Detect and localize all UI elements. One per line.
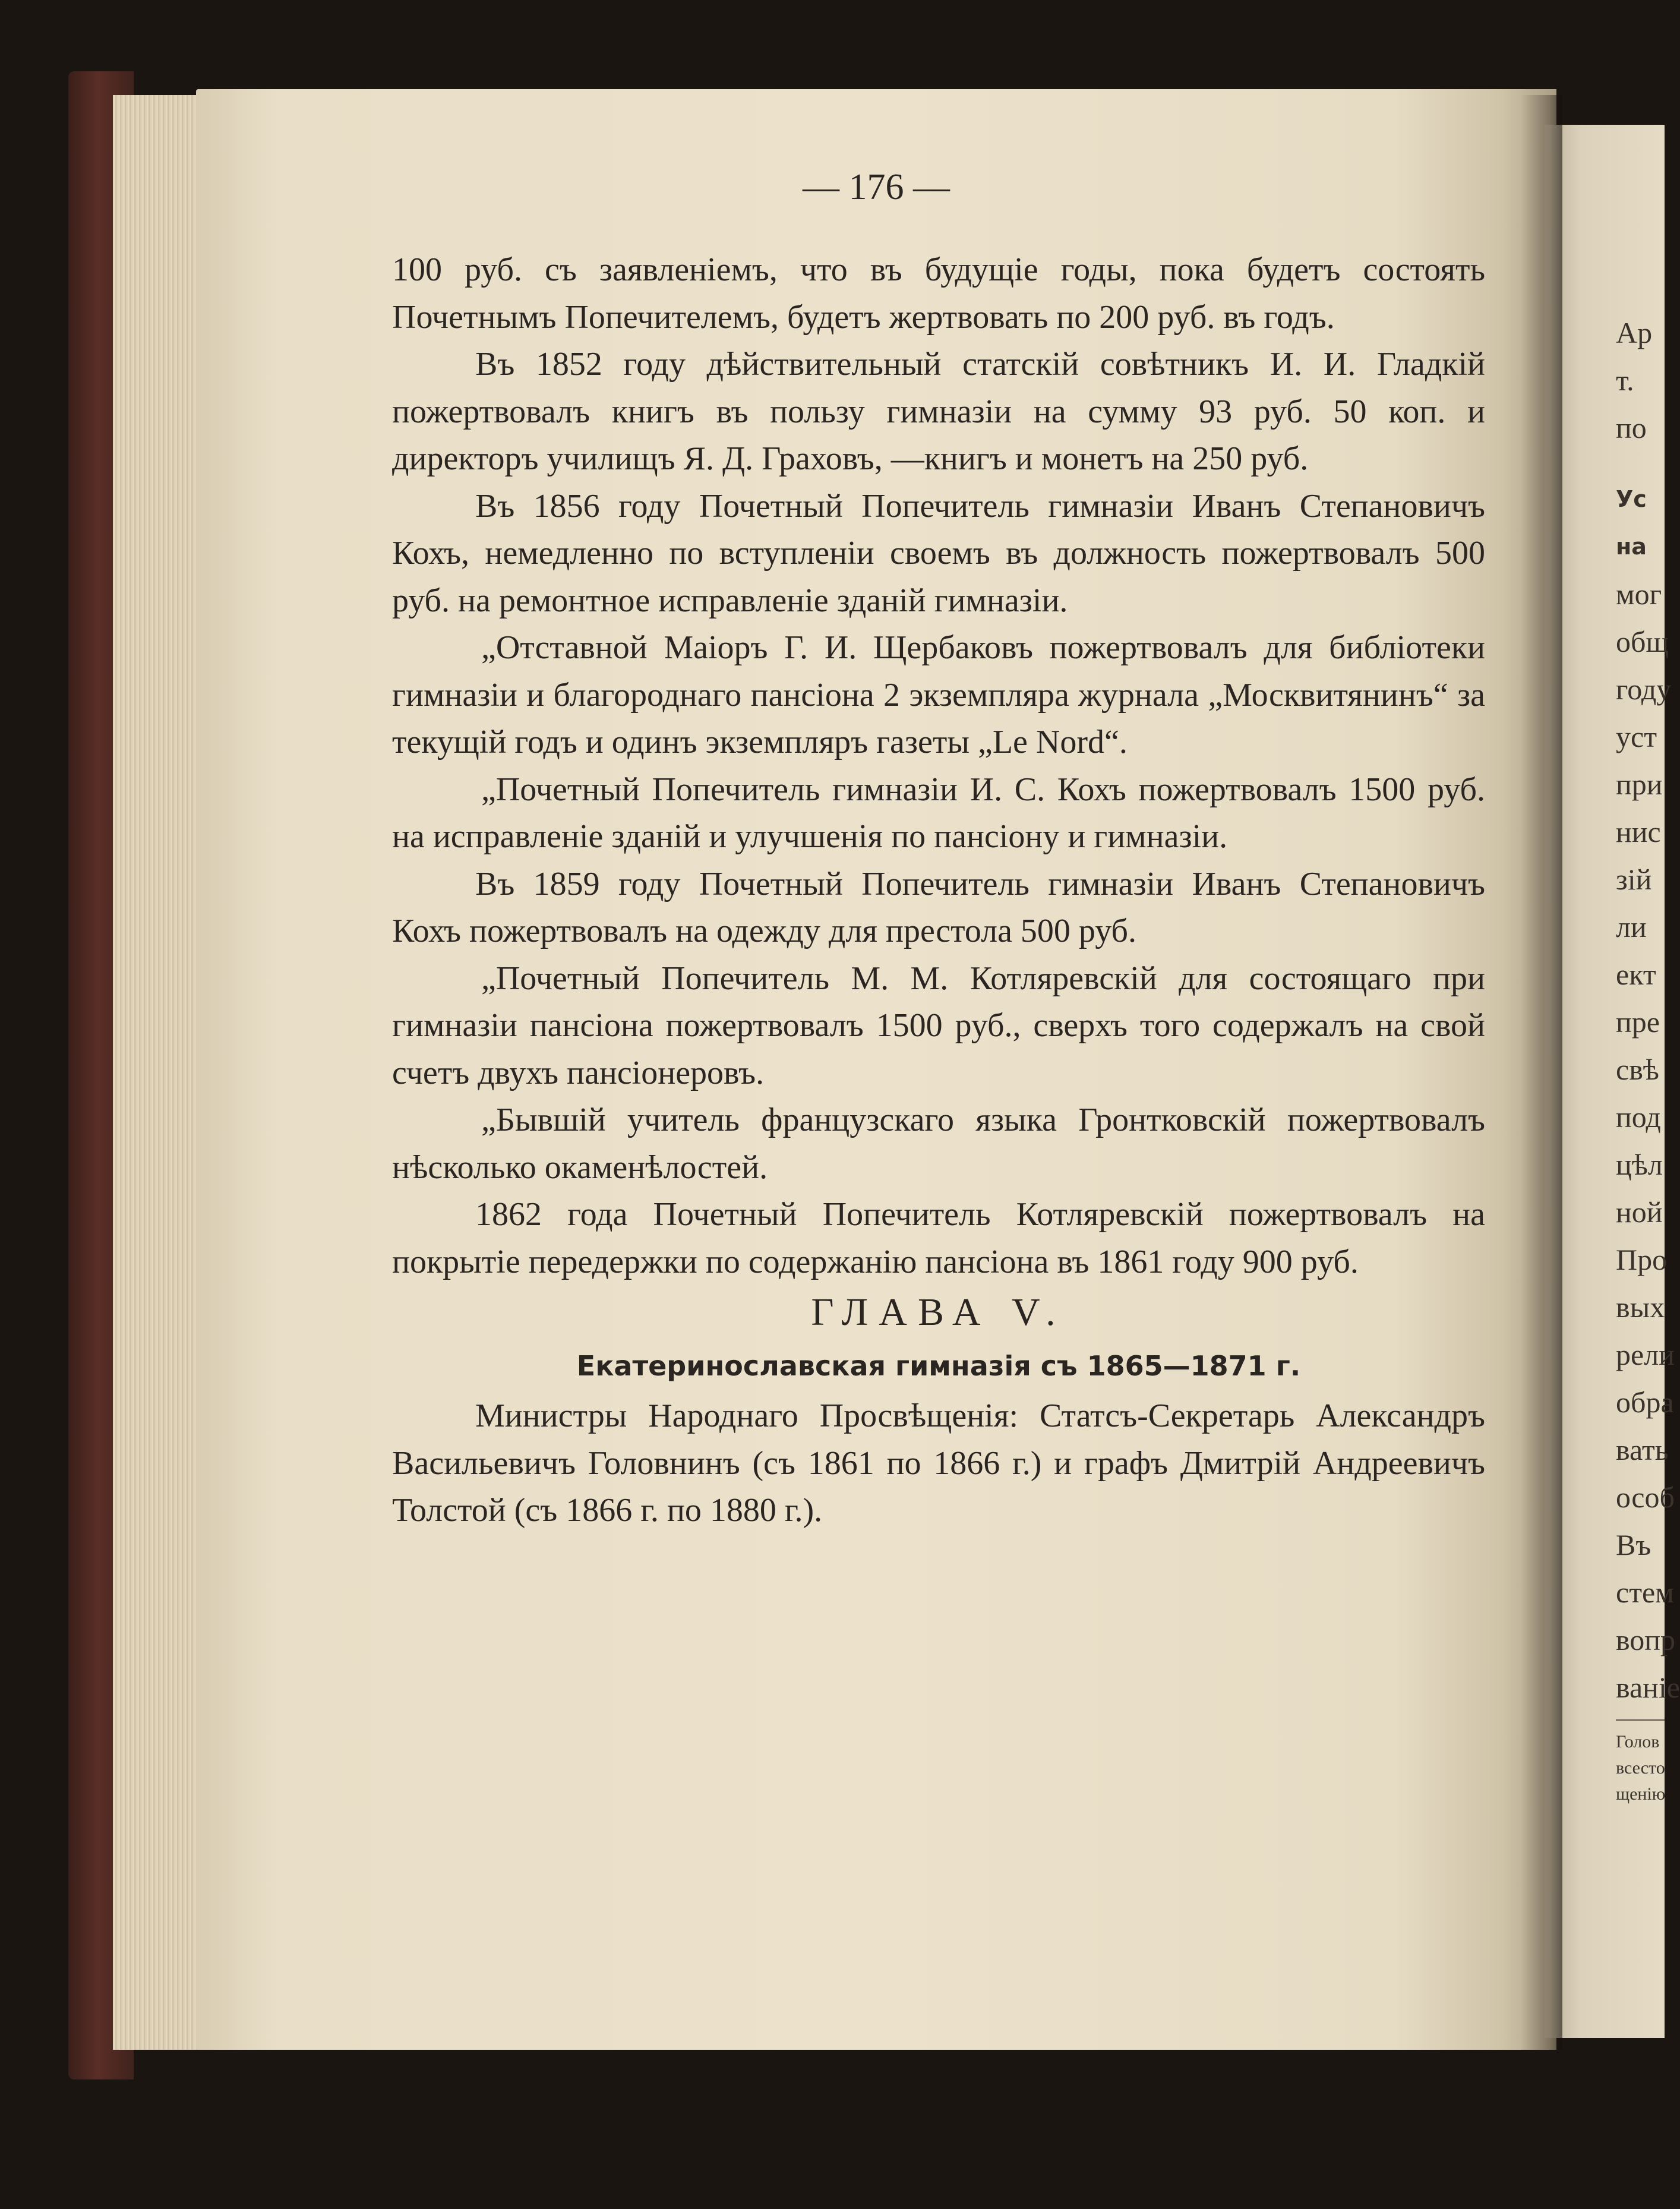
next-footnote-line: Голов xyxy=(1616,1732,1660,1752)
next-line: особ xyxy=(1616,1481,1675,1514)
paragraph: Въ 1856 году Почетный Попечитель гимназіи Иванъ Степановичъ Кохъ, немедленно по вступленіи своемъ въ должность пожертвовалъ 500 руб. на ремонтное исправленіе зданій гимназіи. xyxy=(392,487,1485,619)
next-line: году xyxy=(1616,673,1672,706)
paragraph: 100 руб. съ заявленіемъ, что въ будущіе годы, пока будетъ состоять Почетнымъ Попечителемъ, будетъ жертвовать по 200 руб. въ годъ. xyxy=(392,251,1485,336)
footnote-rule xyxy=(1616,1719,1665,1721)
next-line: ной xyxy=(1616,1195,1663,1229)
paragraph: 1862 года Почетный Попечитель Котляревскій пожертвовалъ на покрытіе передержки по содержанію пансіона въ 1861 году 900 руб. xyxy=(392,1196,1485,1280)
next-line: ли xyxy=(1616,910,1647,943)
next-line: вых xyxy=(1616,1290,1665,1324)
paragraph: Въ 1852 году дѣйствительный статскій совѣтникъ И. И. Гладкій пожертвовалъ книгъ въ пользу гимназіи на сумму 93 руб. 50 коп. и директоръ училищъ Я. Д. Граховъ, —книгъ и монетъ на 250 руб. xyxy=(392,346,1485,477)
next-footnote-line: щенію xyxy=(1616,1784,1666,1804)
next-line: нис xyxy=(1616,815,1661,848)
next-line: по xyxy=(1616,411,1647,444)
next-line: ект xyxy=(1616,958,1656,991)
gutter-shadow xyxy=(1521,95,1562,2050)
next-line: зій xyxy=(1616,863,1652,896)
next-line: Ар xyxy=(1616,316,1653,349)
next-line: обра xyxy=(1616,1386,1674,1419)
next-line: т. xyxy=(1616,364,1634,397)
next-page-text xyxy=(1616,309,1680,1807)
next-line: стем xyxy=(1616,1576,1674,1609)
paragraph: Въ 1859 году Почетный Попечитель гимназіи Иванъ Степановичъ Кохъ пожертвовалъ на одежду для престола 500 руб. xyxy=(392,865,1485,949)
next-line: Въ xyxy=(1616,1528,1651,1561)
paragraph: „Бывшій учитель французскаго языка Гронтковскій пожертвовалъ нѣсколько окаменѣлостей. xyxy=(392,1102,1485,1186)
chapter-heading: ГЛАВА V. xyxy=(811,1290,1066,1334)
page-text xyxy=(392,247,1485,1535)
next-line: вать xyxy=(1616,1433,1669,1466)
next-line: под xyxy=(1616,1100,1661,1134)
next-heading-fragment: на xyxy=(1616,534,1647,560)
next-footnote-line: всесто xyxy=(1616,1758,1665,1778)
next-line: уст xyxy=(1616,720,1657,753)
next-line: вопр xyxy=(1616,1623,1676,1656)
chapter-paragraph: Министры Народнаго Просвѣщенія: Статсъ-Секретарь Александръ Васильевичъ Головнинъ (съ 1861 по 1866 г.) и графъ Дмитрій Андреевичъ Толстой (съ 1866 г. по 1880 г.). xyxy=(392,1397,1485,1529)
next-line: общ xyxy=(1616,625,1669,658)
next-line: свѣ xyxy=(1616,1053,1659,1086)
next-line: рели xyxy=(1616,1338,1675,1371)
paragraph: „Отставной Маіоръ Г. И. Щербаковъ пожертвовалъ для библіотеки гимназіи и благороднаго пансіона 2 экземпляра журнала „Москвитянинъ“ за текущій годъ и одинъ экземпляръ газеты „Le Nord“. xyxy=(392,629,1485,760)
next-line: мог xyxy=(1616,578,1662,611)
next-line: при xyxy=(1616,768,1663,801)
page-number: — 176 — xyxy=(803,167,950,207)
paragraph: „Почетный Попечитель М. М. Котляревскій для состоящаго при гимназіи пансіона пожертвовалъ 1500 руб., сверхъ того содержалъ на свой счетъ двухъ пансіонеровъ. xyxy=(392,960,1485,1091)
next-line: Про xyxy=(1616,1243,1668,1276)
next-line: пре xyxy=(1616,1005,1660,1039)
paragraph: „Почетный Попечитель гимназіи И. С. Кохъ пожертвовалъ 1500 руб. на исправленіе зданій и улучшенія по пансіону и гимназіи. xyxy=(392,771,1485,855)
next-heading-fragment: Ус xyxy=(1616,486,1647,512)
next-line: цѣл xyxy=(1616,1148,1663,1181)
chapter-subtitle: Екатеринославская гимназія съ 1865—1871 г. xyxy=(576,1350,1301,1382)
next-line: ваніе xyxy=(1616,1671,1680,1704)
